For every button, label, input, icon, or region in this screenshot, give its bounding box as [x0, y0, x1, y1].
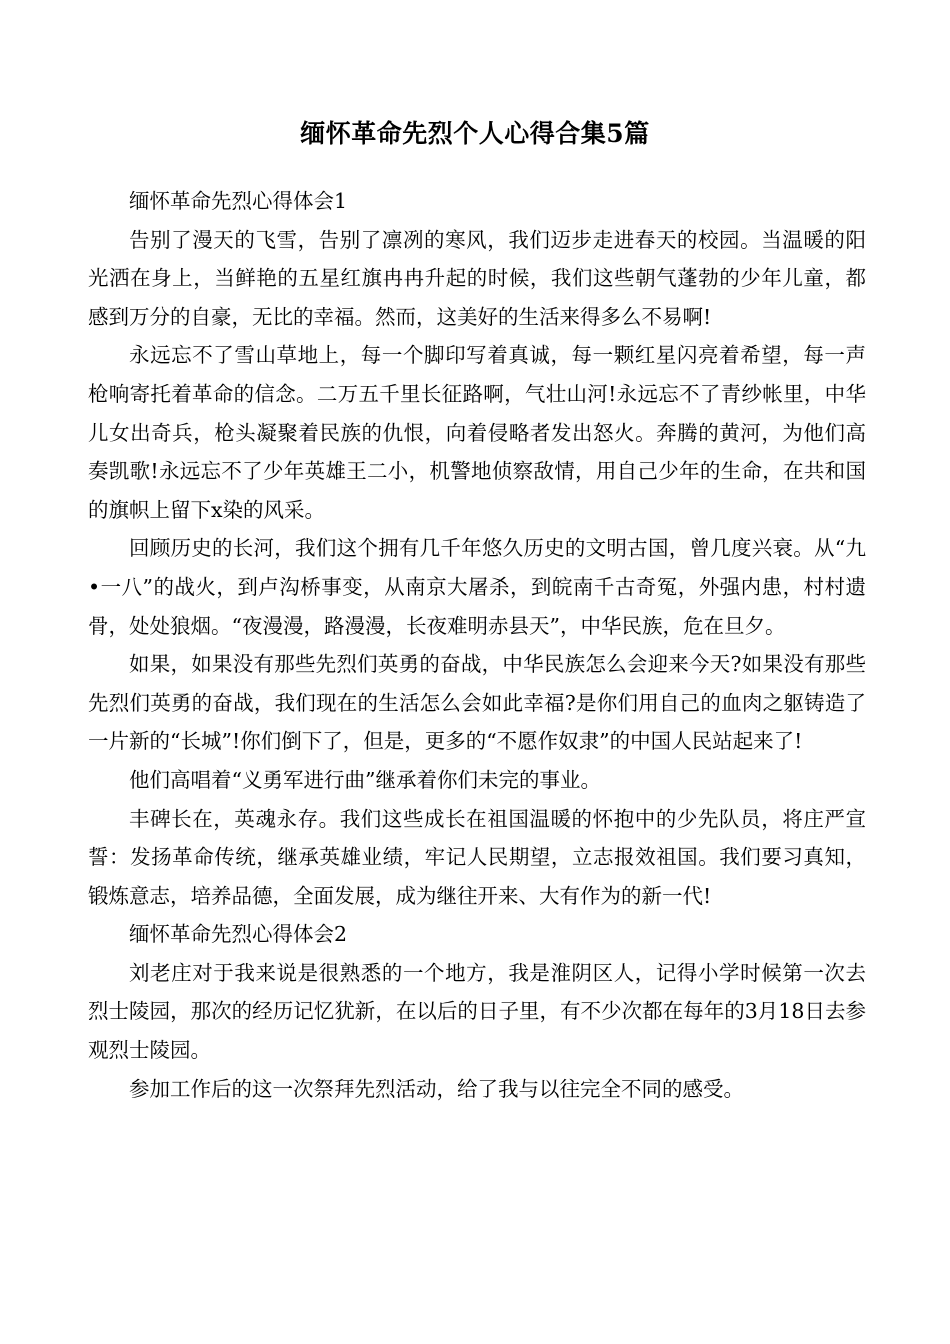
paragraph: 他们高唱着“义勇军进行曲”继承着你们未完的事业。 [129, 767, 601, 792]
section-1 [88, 182, 866, 915]
section-heading: 缅怀革命先烈心得体会1 [129, 189, 348, 213]
paragraph: 刘老庄对于我来说是很熟悉的一个地方，我是淮阴区人，记得小学时候第一次去烈士陵园，那次的经历记忆犹新，在以后的日子里，有不少次都在每年的3月18日去参观烈士陵园。 [88, 960, 866, 1063]
paragraph: 丰碑长在，英魂永存。我们这些成长在祖国温暖的怀抱中的少先队员，将庄严宣誓：发扬革命传统，继承英雄业绩，牢记人民期望，立志报效祖国。我们要习真知，锻炼意志，培养品德，全面发展，成为继往开来、大有作为的新一代! [88, 806, 866, 908]
section-heading: 缅怀革命先烈心得体会2 [129, 922, 348, 947]
paragraph: 参加工作后的这一次祭拜先烈活动，给了我与以往完全不同的感受。 [129, 1076, 744, 1101]
section-2 [88, 915, 866, 1108]
document-title: 缅怀革命先烈个人心得合集5篇 [300, 118, 650, 148]
paragraph: 如果，如果没有那些先烈们英勇的奋战，中华民族怎么会迎来今天?如果没有那些先烈们英勇的奋战，我们现在的生活怎么会如此幸福?是你们用自己的血肉之躯铸造了一片新的“长城”!你们倒下了，但是，更多的“不愿作奴隶”的中国人民站起来了! [88, 652, 866, 754]
document-body [88, 182, 866, 1108]
paragraph: 回顾历史的长河，我们这个拥有几千年悠久历史的文明古国，曾几度兴衰。从“九•一八”的战火，到卢沟桥事变，从南京大屠杀，到皖南千古奇冤，外强内患，村村遗骨，处处狼烟。“夜漫漫，路漫漫，长夜难明赤县天”，中华民族，危在旦夕。 [88, 536, 866, 638]
paragraph: 告别了漫天的飞雪，告别了凛冽的寒风，我们迈步走进春天的校园。当温暖的阳光洒在身上，当鲜艳的五星红旗冉冉升起的时候，我们这些朝气蓬勃的少年儿童，都感到万分的自豪，无比的幸福。然而，这美好的生活来得多么不易啊! [88, 227, 866, 329]
paragraph: 永远忘不了雪山草地上，每一个脚印写着真诚，每一颗红星闪亮着希望，每一声枪响寄托着革命的信念。二万五千里长征路啊，气壮山河!永远忘不了青纱帐里，中华儿女出奇兵，枪头凝聚着民族的仇恨，向着侵略者发出怒火。奔腾的黄河，为他们高奏凯歌!永远忘不了少年英雄王二小，机警地侦察敌情，用自己少年的生命，在共和国的旗帜上留下x染的风采。 [88, 343, 866, 522]
